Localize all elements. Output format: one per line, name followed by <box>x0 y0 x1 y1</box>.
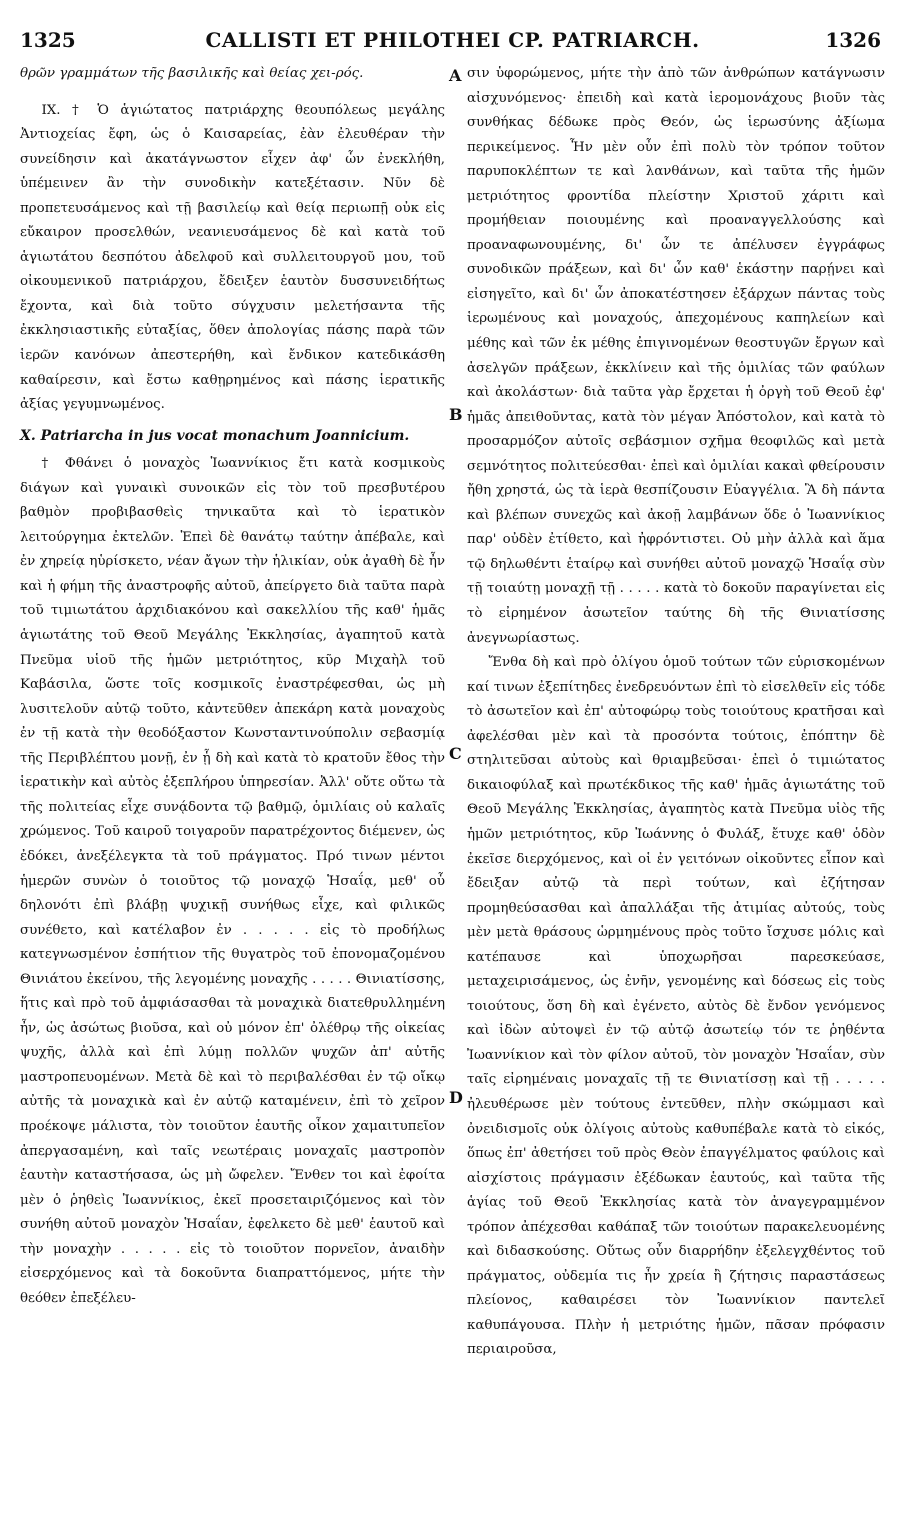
right-paragraph-1: σιν ὑφορώμενος, μήτε τὴν ἀπὸ τῶν ἀνθρώπων κατάγνωσιν αἰσχυνόμενος· ἐπειδὴ καὶ κατὰ ἱερομονάχους βιοῦν τὰς συνθήκας δέδωκε πρὸς Θεόν, ὡς ἱερωσύνης ἀξίωμα περικείμενος. Ἦν μὲν οὖν ἐπὶ πολὺ τὸν τρόπον τοῦτον παρυποκλέπτων τε καὶ λανθάνων, καὶ ταῦτα τῆς ἡμῶν μετριότητος φροντίδα πλείστην Χριστοῦ χάριτι καὶ προμήθειαν ποιουμένης καὶ προαναγγελλούσης καὶ προαναφωνουμένης, δι' ὧν τε ἀπέλυσεν ἐγγράφως συνοδικῶν πράξεων, καὶ δι' ὧν καθ' ἑκάστην παρῄνει καὶ εἰσηγεῖτο, καὶ δι' ὧν ἀποκατέστησεν ἐξάρχων πάντας τοὺς ἱερωμένους καὶ μοναχούς, ἀπεχομένους καπηλείων καὶ μέθης καὶ τῶν ἐκ μέθης ἐπιγινομένων θεοστυγῶν ἔργων καὶ ἀσελγῶν πράξεων, ἐκκλίνειν καὶ τῆς ὁμιλίας τῶν φαύλων καὶ ἀκολάστων· διὰ ταῦτα γὰρ ἔρχεται ἡ ὀργὴ τοῦ Θεοῦ ἐφ' ἡμᾶς ἀπειθοῦντας, κατὰ τὸν μέγαν Ἀπόστολον, καὶ κατὰ τὸ προσαρμόζον αὐτοῖς σεβάσμιον σχῆμα θεοφιλῶς καὶ μετὰ σεμνότητος πολιτεύεσθαι· ἐπεὶ καὶ ὁμιλίαι κακαὶ φθείρουσιν ἤθη χρηστά, ὡς τὰ ἱερὰ θεσπίζουσιν Εὐαγγέλια. Ἃ δὴ πάντα καὶ βλέπων συνεχῶς καὶ ἀκοῇ λαμβάνων ὅδε ὁ Ἰωαννίκιος παρ' οὐδὲν ἐτίθετο, καὶ ἠφρόντιστει. Οὐ μὴν ἀλλὰ καὶ ἅμα τῷ δηλωθέντι ἑταίρῳ καὶ συνήθει αὐτοῦ μοναχῷ Ἡσαΐᾳ σὺν τῇ τοιαύτῃ μοναχῇ τῇ . . . . . κατὰ τὸ δοκοῦν παραγίνεται εἰς τὸ εἰρημένον ἀσωτεῖον ταύτης δὴ τῆς Θινιατίσσης ἀνεγνωρίαστως. <box>467 66 885 646</box>
section-heading-x: X. Patriarcha in jus vocat monachum Joannicium. <box>20 427 410 444</box>
running-title: CALLISTI ET PHILOTHEI CP. PATRIARCH. <box>205 28 700 52</box>
margin-marker-b: B <box>449 405 463 424</box>
left-column <box>20 62 445 1311</box>
right-column <box>467 62 885 1363</box>
intro-text: θρῶν γραμμάτων τῆς βασιλικῆς καὶ θείας χει-ρός. <box>20 66 364 81</box>
paragraph-x: † Φθάνει ὁ μοναχὸς Ἰωαννίκιος ἔτι κατὰ κοσμικοὺς διάγων καὶ γυναικὶ συνοικῶν εἰς τὸν τοῦ πρεσβυτέρου βαθμὸν προβιβασθεὶς τηνικαῦτα καὶ τὸ ἱερατικὸν λειτούργημα ἐκτελῶν. Ἐπεὶ δὲ θανάτῳ ταύτην ἀπέβαλε, καὶ ἐν χηρείᾳ ηὑρίσκετο, νέαν ἄγων τὴν ἡλικίαν, οὐκ ἀγαθὴ δὲ ἦν καὶ ἡ φήμη τῆς ἀναστροφῆς αὐτοῦ, ἀπείργετο διὰ ταῦτα παρὰ τοῦ τιμιωτάτου ἀρχιδιακόνου καὶ σακελλίου τῆς καθ' ἡμᾶς ἁγιωτάτης τοῦ Θεοῦ Μεγάλης Ἐκκλησίας, ἀγαπητοῦ κατὰ Πνεῦμα υἱοῦ τῆς ἡμῶν μετριότητος, κῦρ Μιχαὴλ τοῦ Καβάσιλα, ὥστε τοῖς κοσμικοῖς ἐναστρέφεσθαι, ὡς μὴ λυσιτελοῦν αὐτῷ τοῦτο, κἀντεῦθεν ἀπεκάρη κατὰ μοναχοὺς ἐν τῇ κατὰ τὴν θεοδόξαστον Κωνσταντινούπολιν σεβασμίᾳ τῆς Περιβλέπτου μονῇ, ἐν ᾗ δὴ καὶ κατὰ τὸ κρατοῦν ἔθος τὴν ἱερατικὴν καὶ αὐτὸς ἐξεπλήρου ὑπηρεσίαν. Ἀλλ' οὔτε οὕτω τὰ τῆς πολιτείας εἶχε συνᾴδοντα τῷ βαθμῷ, ὁμιλίαις οὐ καλαῖς χρώμενος. Τοῦ καιροῦ τοιγαροῦν παρατρέχοντος διέμενεν, ὡς ἐδόκει, ἀνεξέλεγκτα τὰ τοῦ πράγματος. Πρό τινων μέντοι ἡμερῶν συνὼν ὁ τοιοῦτος τῷ μοναχῷ Ἡσαΐᾳ, μεθ' οὗ δηλονότι ἐπὶ βλάβῃ ψυχικῇ συνήθως εἶχε, καὶ φιλικῶς συνέθετο, καὶ κατέλαβον ἐν . . . . . εἰς τὸ προδήλως κατεγνωσμένον ἐσπήτιον τῆς θυγατρὸς τοῦ ἐπονομαζομένου Θινιάτου ἐκείνου, τῆς λεγομένης μοναχῆς . . . . . Θινιατίσσης, ἥτις καὶ πρὸ τοῦ ἀμφιάσασθαι τὰ μοναχικὰ διατεθρυλλημένη ἦν, ὡς ἀσώτως βιοῦσα, καὶ οὐ μόνον ἐπ' ὀλέθρῳ τῆς οἰκείας ψυχῆς, ἀλλὰ καὶ ἐπὶ λύμῃ πολλῶν ψυχῶν ἀπ' αὐτῆς μαστροπευομένων. Μετὰ δὲ καὶ τὸ περιβαλέσθαι ἐν τῷ οἴκῳ αὐτῆς τὰ μοναχικὰ καὶ ἐν αὐτῷ καταμένειν, ἐπὶ τὸ χεῖρον προέκοψε μάλιστα, τὸν τοιοῦτον ἑαυτῆς οἶκον χαμαιτυπεῖον ἀπεργασαμένη, καὶ ταῖς νεωτέραις μοναχαῖς μαστροπὸν ἑαυτὴν καταστήσασα, ὡς μὴ ὤφελεν. Ἔνθεν τοι καὶ ἐφοίτα μὲν ὁ ῥηθεὶς Ἰωαννίκιος, ἐκεῖ προσεταιριζόμενος καὶ τὸν συνήθη αὐτοῦ μοναχὸν Ἡσαΐαν, ἐφελκετο δὲ μεθ' ἑαυτοῦ καὶ τὴν μοναχὴν . . . . . εἰς τὸ τοιοῦτον πορνεῖον, ἀναιδὴν εἰσερχόμενος καὶ τὰ δοκοῦντα διαπραττόμενος, μήτε τὴν θεόθεν ἐπεξέλευ- <box>20 456 445 1306</box>
right-page-number: 1326 <box>825 28 881 52</box>
margin-marker-c: C <box>449 744 462 763</box>
paragraph-ix: IX. † Ὁ ἁγιώτατος πατριάρχης θεουπόλεως μεγάλης Ἀντιοχείας ἔφη, ὡς ὁ Καισαρείας, ἐὰν ἐλευθέραν τὴν συνείδησιν καὶ ἀκατάγνωστον εἶχεν ἀφ' ὧν ἐνεκλήθη, ὑπέμεινεν ἂν τὴν συνοδικὴν κατεξέτασιν. Νῦν δὲ προπετευσάμενος καὶ τῇ βασιλείῳ καὶ θείᾳ περιωπῇ οὐκ εἰς εὔκαιρον προσελθών, νεανιευσάμενος δὲ καὶ κατὰ τοῦ ἁγιωτάτου δεσπότου ἀδελφοῦ καὶ συλλειτουργοῦ μου, τοῦ οἰκουμενικοῦ πατριάρχου, ἔδειξεν ἑαυτὸν δυσσυνειδήτως ἔχοντα, καὶ διὰ τοῦτο σύγχυσιν μελετήσαντα τῆς ἐκκλησιαστικῆς εὐταξίας, ὅθεν ἀπολογίας πάσης παρὰ τῶν ἱερῶν κανόνων ἀπεστερήθη, καὶ ἔνδικον κατεδικάσθη καθαίρεσιν, καὶ ἔστω καθῃρημένος καὶ πάσης ἱερατικῆς ἀξίας γεγυμνωμένος. <box>20 102 445 413</box>
left-page-number: 1325 <box>20 28 76 52</box>
right-paragraph-2: Ἔνθα δὴ καὶ πρὸ ὀλίγου ὁμοῦ τούτων τῶν εὑρισκομένων καί τινων ἐξεπίτηδες ἐνεδρευόντων ἐπὶ τὸ εἰσελθεῖν εἰς τόδε τὸ ἀσωτεῖον καὶ ἐπ' αὐτοφώρῳ τοὺς τοιούτους κρατῆσαι καὶ ἀφελέσθαι μὲν καὶ τὰ προσόντα τούτοις, ἐπόπτην δὲ στηλιτεῦσαι αὐτοὺς καὶ θριαμβεῦσαι· ἐπεὶ ὁ τιμιώτατος δικαιοφύλαξ καὶ πρωτέκδικος τῆς καθ' ἡμᾶς ἁγιωτάτης τοῦ Θεοῦ Μεγάλης Ἐκκλησίας, ἀγαπητὸς κατὰ Πνεῦμα υἱὸς τῆς ἡμῶν μετριότητος, κῦρ Ἰωάννης ὁ Φυλάξ, ἔτυχε καθ' ὁδὸν ἐκεῖσε διερχόμενος, καὶ οἱ ἐν γειτόνων οἰκοῦντες εἶπον καὶ ἔδειξαν αὐτῷ τὰ περὶ τούτων, καὶ ἐζήτησαν προμηθεύσασθαι καὶ ἀπαλλάξαι τῆς ἀτιμίας αὐτούς, τοὺς μὲν μετὰ θράσους ὡρμημένους πρὸς τοῦτο ἴσχυσε μόλις καὶ κατέπαυσε καὶ ὑποχωρῆσαι παρεσκεύασε, μεταχειρισάμενος, ὡς ἐνῆν, γενομένης καὶ δόσεως εἰς τοὺς τοιούτους, ὅση δὴ καὶ ἐγένετο, αὐτὸς δὲ ἔνδον γενόμενος καὶ ἰδὼν αὐτοψεὶ ἐν τῷ αὐτῷ ἀσωτείῳ τόν τε ῥηθέντα Ἰωαννίκιον καὶ τὸν φίλον αὐτοῦ, τὸν μοναχὸν Ἡσαΐαν, σὺν ταῖς εἰρημέναις μοναχαῖς τῇ τε Θινιατίσσῃ καὶ τῇ . . . . . ἠλευθέρωσε μὲν τούτους ἐντεῦθεν, πλὴν σκώμμασι καὶ ὀνειδισμοῖς οὐκ ὀλίγοις αὐτοὺς καθυπέβαλε κατὰ τὸ εἰκός, ὅπως ἐπ' ἀθετήσει τοῦ πρὸς Θεὸν ἐπαγγέλματος φαύλοις καὶ αἰσχίστοις πράγμασιν ἐξέδωκαν ἑαυτούς, καὶ ταῦτα τῆς ἁγίας τοῦ Θεοῦ Ἐκκλησίας κατὰ τὸν ἀναγεγραμμένον τρόπον ἀπέχεσθαι καθάπαξ τῶν τοιούτων παρακελευομένης καὶ διδασκούσης. Οὕτως οὖν διαρρήδην ἐξελεγχθέντος τοῦ πράγματος, οὐδεμία τις ἦν χρεία ἢ ζήτησις παραστάσεως πλείονος, καθαιρέσει τὸν Ἰωαννίκιον παντελεῖ καθυπάγουσα. Πλὴν ἡ μετριότης ἡμῶν, πᾶσαν πρόφασιν περιαιροῦσα, <box>467 655 885 1358</box>
margin-marker-d: D <box>449 1088 463 1107</box>
margin-marker-a: A <box>449 66 462 85</box>
